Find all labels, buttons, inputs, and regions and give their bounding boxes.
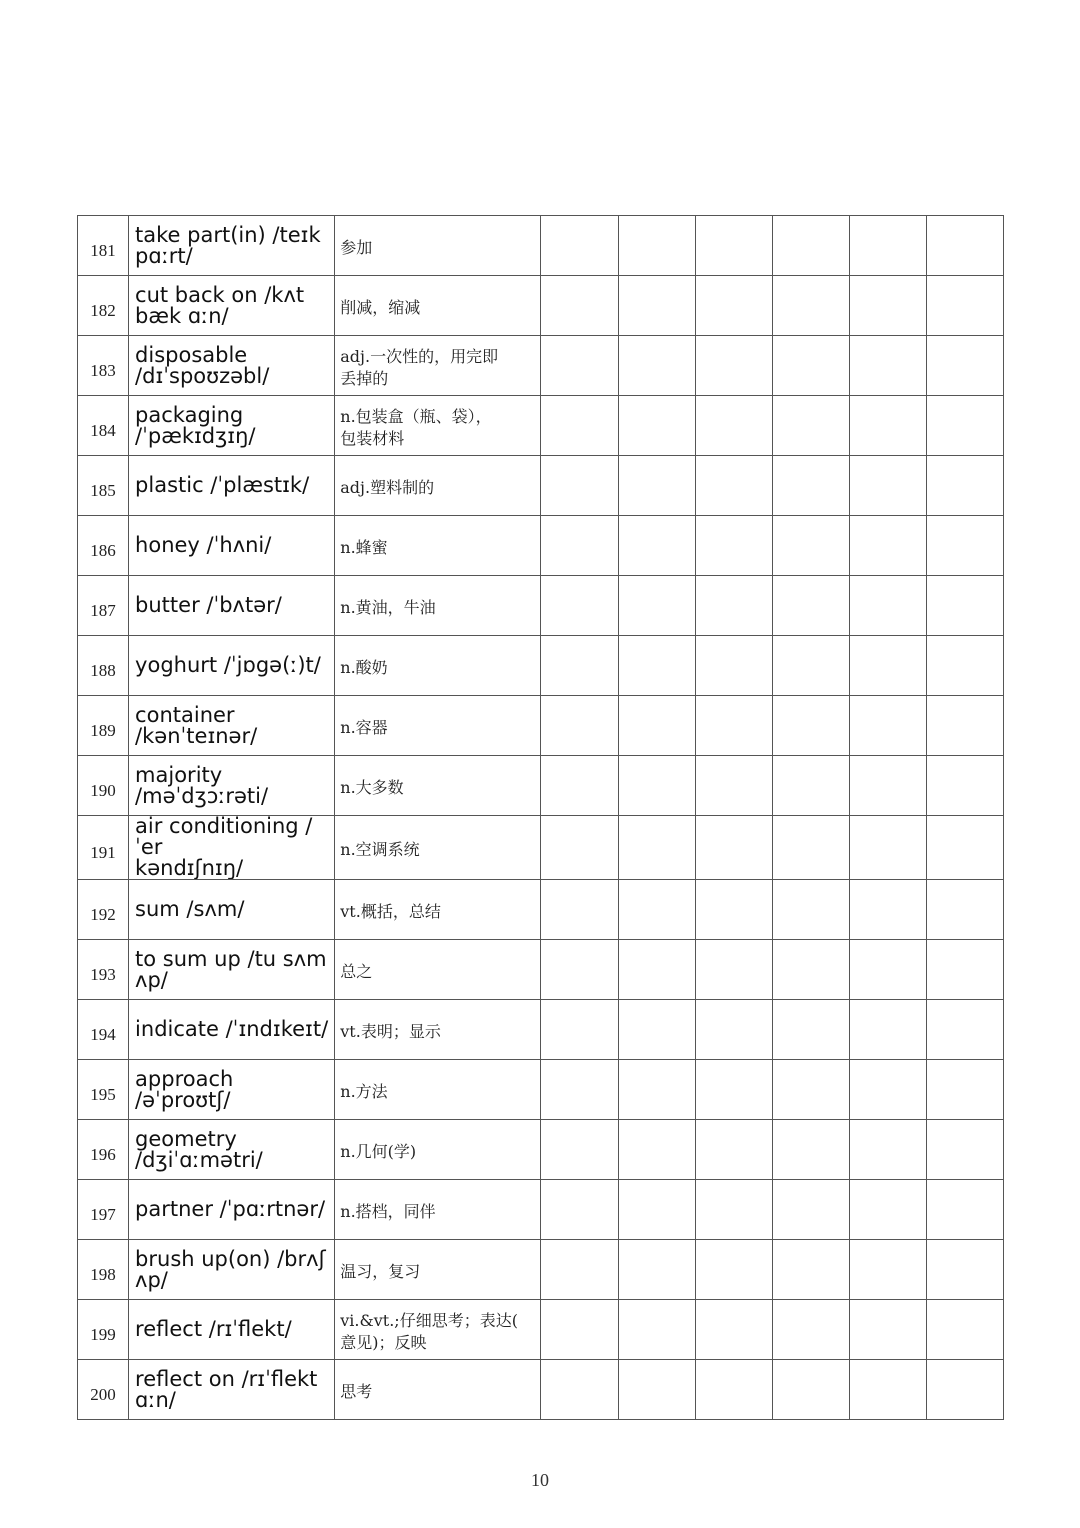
practice-blank-cell — [849, 1240, 926, 1300]
practice-blank-cell — [695, 396, 772, 456]
practice-blank-cell — [926, 816, 1003, 880]
practice-blank-cell — [772, 456, 849, 516]
word-phonetic-cell: plastic /ˈplæstɪk/ — [129, 456, 335, 516]
practice-blank-cell — [541, 880, 618, 940]
table-row — [78, 396, 1004, 456]
word-phonetic-cell: approach /əˈproʊtʃ/ — [129, 1060, 335, 1120]
practice-blank-cell — [618, 636, 695, 696]
word-phonetic-cell: reflect /rɪˈflekt/ — [129, 1300, 335, 1360]
practice-blank-cell — [618, 396, 695, 456]
practice-blank-cell — [772, 756, 849, 816]
practice-blank-cell — [618, 516, 695, 576]
practice-blank-cell — [772, 1120, 849, 1180]
practice-blank-cell — [618, 1060, 695, 1120]
practice-blank-cell — [695, 216, 772, 276]
practice-blank-cell — [849, 336, 926, 396]
practice-blank-cell — [541, 516, 618, 576]
practice-blank-cell — [926, 276, 1003, 336]
word-phonetic-cell: indicate /ˈɪndɪkeɪt/ — [129, 1000, 335, 1060]
row-number: 181 — [78, 216, 129, 276]
meaning-cell: vt.概括，总结 — [335, 880, 541, 940]
word-phonetic-cell: sum /sʌm/ — [129, 880, 335, 940]
word-phonetic-cell: geometry /dʒiˈɑːmətri/ — [129, 1120, 335, 1180]
table-row — [78, 276, 1004, 336]
row-number: 190 — [78, 756, 129, 816]
row-number: 187 — [78, 576, 129, 636]
row-number: 194 — [78, 1000, 129, 1060]
practice-blank-cell — [695, 1000, 772, 1060]
practice-blank-cell — [618, 940, 695, 1000]
practice-blank-cell — [926, 940, 1003, 1000]
practice-blank-cell — [541, 1120, 618, 1180]
practice-blank-cell — [618, 756, 695, 816]
word-phonetic-cell: majority /məˈdʒɔːrəti/ — [129, 756, 335, 816]
practice-blank-cell — [695, 696, 772, 756]
row-number: 188 — [78, 636, 129, 696]
practice-blank-cell — [849, 576, 926, 636]
row-number: 186 — [78, 516, 129, 576]
table-row — [78, 1060, 1004, 1120]
practice-blank-cell — [849, 516, 926, 576]
meaning-cell: vt.表明；显示 — [335, 1000, 541, 1060]
meaning-cell: n.搭档，同伴 — [335, 1180, 541, 1240]
practice-blank-cell — [541, 1300, 618, 1360]
practice-blank-cell — [926, 1000, 1003, 1060]
practice-blank-cell — [695, 940, 772, 1000]
practice-blank-cell — [695, 1240, 772, 1300]
table-row — [78, 576, 1004, 636]
practice-blank-cell — [849, 276, 926, 336]
row-number: 200 — [78, 1360, 129, 1420]
practice-blank-cell — [849, 1300, 926, 1360]
table-row — [78, 940, 1004, 1000]
practice-blank-cell — [541, 1360, 618, 1420]
table-row — [78, 516, 1004, 576]
practice-blank-cell — [618, 216, 695, 276]
row-number: 196 — [78, 1120, 129, 1180]
practice-blank-cell — [772, 336, 849, 396]
table-row — [78, 880, 1004, 940]
meaning-cell: adj.一次性的，用完即 丢掉的 — [335, 336, 541, 396]
practice-blank-cell — [695, 1060, 772, 1120]
row-number: 185 — [78, 456, 129, 516]
practice-blank-cell — [926, 1240, 1003, 1300]
practice-blank-cell — [926, 516, 1003, 576]
practice-blank-cell — [849, 1360, 926, 1420]
practice-blank-cell — [849, 456, 926, 516]
practice-blank-cell — [926, 456, 1003, 516]
practice-blank-cell — [695, 456, 772, 516]
practice-blank-cell — [772, 1180, 849, 1240]
meaning-cell: adj.塑料制的 — [335, 456, 541, 516]
practice-blank-cell — [772, 1360, 849, 1420]
table-row — [78, 456, 1004, 516]
practice-blank-cell — [618, 1300, 695, 1360]
practice-blank-cell — [618, 1240, 695, 1300]
practice-blank-cell — [541, 636, 618, 696]
word-phonetic-cell: to sum up /tu sʌm ʌp/ — [129, 940, 335, 1000]
practice-blank-cell — [695, 276, 772, 336]
table-row — [78, 1240, 1004, 1300]
practice-blank-cell — [695, 576, 772, 636]
meaning-cell: 温习，复习 — [335, 1240, 541, 1300]
practice-blank-cell — [772, 576, 849, 636]
practice-blank-cell — [695, 880, 772, 940]
practice-blank-cell — [618, 336, 695, 396]
practice-blank-cell — [541, 1240, 618, 1300]
practice-blank-cell — [772, 696, 849, 756]
word-phonetic-cell: yoghurt /ˈjɒgə(ː)t/ — [129, 636, 335, 696]
practice-blank-cell — [772, 516, 849, 576]
practice-blank-cell — [926, 880, 1003, 940]
practice-blank-cell — [541, 576, 618, 636]
practice-blank-cell — [849, 396, 926, 456]
table-row — [78, 756, 1004, 816]
practice-blank-cell — [926, 1180, 1003, 1240]
practice-blank-cell — [926, 1060, 1003, 1120]
practice-blank-cell — [772, 880, 849, 940]
practice-blank-cell — [618, 1180, 695, 1240]
practice-blank-cell — [849, 880, 926, 940]
practice-blank-cell — [541, 336, 618, 396]
meaning-cell: 参加 — [335, 216, 541, 276]
word-phonetic-cell: cut back on /kʌt bæk ɑːn/ — [129, 276, 335, 336]
practice-blank-cell — [926, 336, 1003, 396]
row-number: 184 — [78, 396, 129, 456]
practice-blank-cell — [849, 1060, 926, 1120]
meaning-cell: n.蜂蜜 — [335, 516, 541, 576]
practice-blank-cell — [618, 816, 695, 880]
word-phonetic-cell: air conditioning /ˈer kəndɪʃnɪŋ/ — [129, 816, 335, 880]
practice-blank-cell — [695, 336, 772, 396]
practice-blank-cell — [541, 456, 618, 516]
row-number: 193 — [78, 940, 129, 1000]
practice-blank-cell — [926, 576, 1003, 636]
practice-blank-cell — [926, 636, 1003, 696]
row-number: 189 — [78, 696, 129, 756]
practice-blank-cell — [772, 396, 849, 456]
practice-blank-cell — [618, 576, 695, 636]
table-row — [78, 696, 1004, 756]
practice-blank-cell — [541, 1000, 618, 1060]
row-number: 195 — [78, 1060, 129, 1120]
practice-blank-cell — [849, 216, 926, 276]
practice-blank-cell — [618, 1000, 695, 1060]
meaning-cell: n.容器 — [335, 696, 541, 756]
practice-blank-cell — [541, 1180, 618, 1240]
word-phonetic-cell: brush up(on) /brʌʃ ʌp/ — [129, 1240, 335, 1300]
practice-blank-cell — [849, 696, 926, 756]
practice-blank-cell — [541, 816, 618, 880]
practice-blank-cell — [926, 396, 1003, 456]
practice-blank-cell — [618, 276, 695, 336]
practice-blank-cell — [849, 816, 926, 880]
practice-blank-cell — [926, 756, 1003, 816]
practice-blank-cell — [695, 816, 772, 880]
word-phonetic-cell: honey /ˈhʌni/ — [129, 516, 335, 576]
word-phonetic-cell: container /kənˈteɪnər/ — [129, 696, 335, 756]
row-number: 191 — [78, 816, 129, 880]
practice-blank-cell — [772, 1240, 849, 1300]
table-row — [78, 1120, 1004, 1180]
practice-blank-cell — [849, 940, 926, 1000]
word-phonetic-cell: packaging /ˈpækɪdʒɪŋ/ — [129, 396, 335, 456]
word-phonetic-cell: butter /ˈbʌtər/ — [129, 576, 335, 636]
practice-blank-cell — [926, 216, 1003, 276]
practice-blank-cell — [541, 276, 618, 336]
practice-blank-cell — [618, 1120, 695, 1180]
practice-blank-cell — [772, 276, 849, 336]
word-phonetic-cell: partner /ˈpɑːrtnər/ — [129, 1180, 335, 1240]
practice-blank-cell — [695, 1300, 772, 1360]
word-phonetic-cell: disposable /dɪˈspoʊzəbl/ — [129, 336, 335, 396]
table-row — [78, 1180, 1004, 1240]
table-row — [78, 1360, 1004, 1420]
practice-blank-cell — [695, 1180, 772, 1240]
practice-blank-cell — [695, 636, 772, 696]
practice-blank-cell — [849, 636, 926, 696]
meaning-cell: 思考 — [335, 1360, 541, 1420]
meaning-cell: n.黄油，牛油 — [335, 576, 541, 636]
table-row — [78, 216, 1004, 276]
meaning-cell: n.几何(学) — [335, 1120, 541, 1180]
meaning-cell: n.酸奶 — [335, 636, 541, 696]
practice-blank-cell — [849, 1120, 926, 1180]
table-row — [78, 336, 1004, 396]
practice-blank-cell — [926, 1120, 1003, 1180]
page-number: 10 — [531, 1470, 549, 1490]
table-row — [78, 1300, 1004, 1360]
practice-blank-cell — [695, 1120, 772, 1180]
practice-blank-cell — [772, 1300, 849, 1360]
row-number: 198 — [78, 1240, 129, 1300]
practice-blank-cell — [541, 940, 618, 1000]
word-phonetic-cell: reflect on /rɪˈflekt ɑːn/ — [129, 1360, 335, 1420]
practice-blank-cell — [541, 696, 618, 756]
meaning-cell: n.空调系统 — [335, 816, 541, 880]
table-row — [78, 1000, 1004, 1060]
practice-blank-cell — [618, 1360, 695, 1420]
meaning-cell: 削减，缩减 — [335, 276, 541, 336]
practice-blank-cell — [926, 696, 1003, 756]
row-number: 182 — [78, 276, 129, 336]
row-number: 197 — [78, 1180, 129, 1240]
practice-blank-cell — [695, 756, 772, 816]
vocabulary-table — [77, 215, 1004, 1420]
meaning-cell: vi.&vt.;仔细思考；表达( 意见)；反映 — [335, 1300, 541, 1360]
practice-blank-cell — [772, 1000, 849, 1060]
practice-blank-cell — [695, 1360, 772, 1420]
row-number: 183 — [78, 336, 129, 396]
practice-blank-cell — [695, 516, 772, 576]
practice-blank-cell — [772, 1060, 849, 1120]
practice-blank-cell — [541, 1060, 618, 1120]
practice-blank-cell — [772, 216, 849, 276]
practice-blank-cell — [541, 756, 618, 816]
table-row — [78, 816, 1004, 880]
practice-blank-cell — [926, 1300, 1003, 1360]
meaning-cell: n.大多数 — [335, 756, 541, 816]
practice-blank-cell — [618, 696, 695, 756]
practice-blank-cell — [772, 816, 849, 880]
row-number: 192 — [78, 880, 129, 940]
practice-blank-cell — [772, 636, 849, 696]
practice-blank-cell — [772, 940, 849, 1000]
practice-blank-cell — [541, 396, 618, 456]
row-number: 199 — [78, 1300, 129, 1360]
meaning-cell: n.方法 — [335, 1060, 541, 1120]
practice-blank-cell — [849, 756, 926, 816]
practice-blank-cell — [849, 1000, 926, 1060]
practice-blank-cell — [926, 1360, 1003, 1420]
practice-blank-cell — [618, 456, 695, 516]
meaning-cell: n.包装盒（瓶、袋）， 包装材料 — [335, 396, 541, 456]
table-row — [78, 636, 1004, 696]
word-phonetic-cell: take part(in) /teɪk pɑːrt/ — [129, 216, 335, 276]
practice-blank-cell — [541, 216, 618, 276]
practice-blank-cell — [618, 880, 695, 940]
meaning-cell: 总之 — [335, 940, 541, 1000]
vocabulary-table-body — [78, 216, 1004, 1420]
practice-blank-cell — [849, 1180, 926, 1240]
